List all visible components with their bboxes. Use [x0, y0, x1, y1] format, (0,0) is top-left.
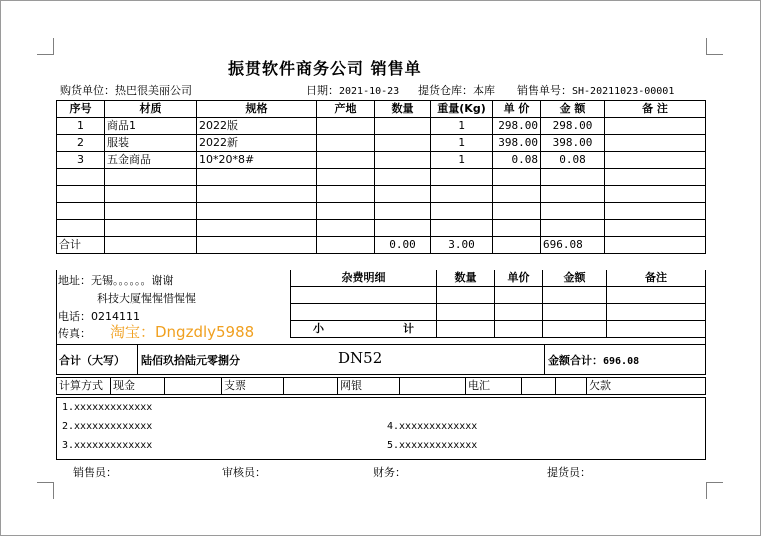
warehouse-label: 提货仓库：	[418, 84, 473, 97]
table-cell	[317, 169, 375, 186]
table-cell	[605, 203, 706, 220]
subtotal-char-b: 计	[403, 322, 414, 335]
buyer-info	[60, 82, 192, 98]
table-cell	[317, 152, 375, 169]
payment-method-label: 计算方式	[57, 378, 111, 395]
total-cell	[493, 237, 541, 254]
total-amount-cell: 696.08	[541, 237, 605, 254]
misc-row	[291, 304, 706, 321]
table-cell	[57, 220, 105, 237]
table-cell	[431, 169, 493, 186]
table-row	[57, 135, 706, 152]
misc-subtotal-row	[291, 321, 706, 338]
summary-divider	[544, 344, 545, 374]
table-cell	[57, 203, 105, 220]
misc-header-cell: 备注	[607, 270, 706, 287]
note-line: 2.xxxxxxxxxxxxx	[62, 421, 153, 432]
header-cell: 备 注	[605, 101, 706, 118]
buyer-label: 购货单位：	[60, 84, 115, 97]
table-cell: 0.08	[493, 152, 541, 169]
header-cell: 重量(Kg)	[431, 101, 493, 118]
watermark-text: 淘宝：Dngzdly5988	[110, 323, 255, 341]
header-cell: 数量	[375, 101, 431, 118]
total-cell	[317, 237, 375, 254]
table-cell	[105, 220, 197, 237]
header-cell: 产地	[317, 101, 375, 118]
total-label-cell: 合计	[57, 237, 105, 254]
table-row	[57, 152, 706, 169]
order-number-value: SH-20211023-00001	[572, 86, 675, 97]
address-line: 地址：无锡。。。。。。谢谢	[58, 274, 174, 287]
crop-mark-bottom-left	[37, 482, 54, 499]
table-cell: 2	[57, 135, 105, 152]
payment-row	[57, 378, 706, 395]
table-cell	[605, 220, 706, 237]
total-amount-value: 696.08	[603, 356, 640, 367]
warehouse-info	[418, 82, 495, 98]
misc-header-cell: 杂费明细	[291, 270, 437, 287]
date-info	[306, 82, 399, 98]
table-cell	[375, 118, 431, 135]
subtotal-char-a: 小	[313, 322, 324, 335]
finance-signature-label: 财务：	[373, 466, 406, 479]
seller-signature-label: 销售员：	[73, 466, 117, 479]
document-title: 振贯软件商务公司 销售单	[228, 59, 422, 78]
table-cell: 商品1	[105, 118, 197, 135]
payment-method-table	[56, 377, 706, 395]
dn-code: DN52	[338, 349, 383, 367]
table-cell	[105, 169, 197, 186]
table-cell	[493, 169, 541, 186]
table-cell: 398.00	[493, 135, 541, 152]
note-line: 4.xxxxxxxxxxxxx	[387, 421, 478, 432]
misc-subtotal-label	[291, 321, 437, 338]
misc-row	[291, 287, 706, 304]
table-cell	[197, 220, 317, 237]
table-cell	[375, 135, 431, 152]
total-cell	[105, 237, 197, 254]
table-cell: 1	[57, 118, 105, 135]
table-cell	[317, 220, 375, 237]
table-cell	[493, 220, 541, 237]
table-cell	[493, 186, 541, 203]
date-value: 2021-10-23	[339, 86, 400, 97]
table-cell: 五金商品	[105, 152, 197, 169]
table-cell: 1	[431, 135, 493, 152]
payment-option-cash: 现金	[111, 378, 165, 395]
table-cell: 2022新	[197, 135, 317, 152]
table-cell: 10*20*8#	[197, 152, 317, 169]
table-cell: 298.00	[541, 118, 605, 135]
note-line: 3.xxxxxxxxxxxxx	[62, 440, 153, 451]
table-row	[57, 203, 706, 220]
table-cell	[105, 186, 197, 203]
misc-header-cell: 金额	[543, 270, 607, 287]
table-cell	[57, 186, 105, 203]
table-cell	[541, 203, 605, 220]
notes-box	[56, 397, 706, 460]
table-cell	[541, 186, 605, 203]
table-row	[57, 118, 706, 135]
table-cell: 3	[57, 152, 105, 169]
table-cell: 1	[431, 152, 493, 169]
note-line: 1.xxxxxxxxxxxxx	[62, 402, 153, 413]
table-cell	[317, 135, 375, 152]
items-header-row	[57, 101, 706, 118]
crop-mark-top-left	[37, 38, 54, 55]
table-cell	[541, 169, 605, 186]
address-line-2: 科技大厦惺惺惜惺惺	[97, 292, 196, 305]
table-cell	[197, 169, 317, 186]
table-cell: 2022版	[197, 118, 317, 135]
misc-header-cell: 数量	[437, 270, 495, 287]
buyer-value: 热巴很美丽公司	[115, 84, 192, 97]
reviewer-signature-label: 审核员：	[222, 466, 266, 479]
table-cell: 服装	[105, 135, 197, 152]
crop-mark-bottom-right	[706, 482, 723, 499]
picker-signature-label: 提货员：	[547, 466, 591, 479]
table-cell: 398.00	[541, 135, 605, 152]
summary-divider	[137, 344, 138, 374]
table-row	[57, 169, 706, 186]
misc-header-cell: 单价	[495, 270, 543, 287]
table-cell: 298.00	[493, 118, 541, 135]
table-cell	[317, 186, 375, 203]
table-cell	[605, 169, 706, 186]
table-cell	[375, 169, 431, 186]
header-cell: 单 价	[493, 101, 541, 118]
crop-mark-top-right	[706, 38, 723, 55]
table-cell	[493, 203, 541, 220]
header-cell: 序号	[57, 101, 105, 118]
total-amount-label: 金额合计：	[548, 354, 603, 367]
table-cell	[431, 220, 493, 237]
table-cell	[605, 118, 706, 135]
total-cell	[605, 237, 706, 254]
table-cell: 0.08	[541, 152, 605, 169]
table-cell	[431, 203, 493, 220]
header-cell: 金 额	[541, 101, 605, 118]
note-line: 5.xxxxxxxxxxxxx	[387, 440, 478, 451]
payment-option-check: 支票	[222, 378, 284, 395]
phone-line: 电话：0214111	[58, 310, 140, 323]
items-total-row	[57, 237, 706, 254]
table-cell	[375, 220, 431, 237]
total-cell	[197, 237, 317, 254]
amount-in-words-label: 合计（大写）	[59, 354, 125, 367]
table-cell	[57, 169, 105, 186]
table-cell	[375, 152, 431, 169]
table-cell	[197, 203, 317, 220]
total-amount	[548, 352, 639, 368]
payment-option-credit-label: 欠款	[589, 379, 611, 392]
table-cell	[605, 152, 706, 169]
table-cell	[375, 203, 431, 220]
items-table	[56, 100, 706, 254]
table-row	[57, 220, 706, 237]
header-cell: 规格	[197, 101, 317, 118]
date-label: 日期：	[306, 84, 339, 97]
table-cell	[197, 186, 317, 203]
payment-option-wire: 电汇	[466, 378, 522, 395]
table-cell	[317, 203, 375, 220]
payment-option-online: 网银	[338, 378, 400, 395]
order-number-label: 销售单号：	[517, 84, 572, 97]
misc-fee-table	[290, 270, 706, 338]
payment-option-credit	[556, 378, 706, 395]
order-number-info	[517, 82, 674, 98]
fax-label: 传真：	[58, 327, 91, 340]
table-row	[57, 186, 706, 203]
total-quantity-cell: 0.00	[375, 237, 431, 254]
header-cell: 材质	[105, 101, 197, 118]
table-cell	[605, 135, 706, 152]
misc-header-row	[291, 270, 706, 287]
table-cell	[317, 118, 375, 135]
table-cell	[431, 186, 493, 203]
table-cell	[105, 203, 197, 220]
table-cell	[375, 186, 431, 203]
table-cell	[541, 220, 605, 237]
total-weight-cell: 3.00	[431, 237, 493, 254]
table-cell: 1	[431, 118, 493, 135]
table-cell	[605, 186, 706, 203]
warehouse-value: 本库	[473, 84, 495, 97]
amount-in-words-value: 陆佰玖拾陆元零捌分	[141, 354, 240, 367]
